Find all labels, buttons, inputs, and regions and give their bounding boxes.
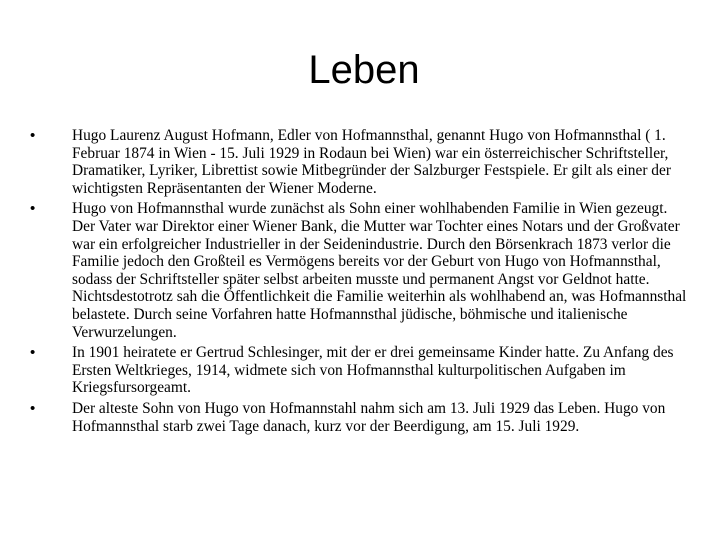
slide-title: Leben	[308, 48, 420, 92]
bullet-dot-icon: •	[30, 200, 36, 218]
bullet-text: Hugo Laurenz August Hofmann, Edler von Hofmannsthal, genannt Hugo von Hofmannsthal ( 1. Februar 1874 in Wien - 15. Juli 1929 in Rodaun bei Wien) war ein österreichischer Schriftsteller, Dramatiker, Lyriker, Librettist sowie Mitbegründer der Salzburger Festspiele. Er gilt als einer der wichtigsten Repräsentanten der Wiener Moderne.	[72, 127, 671, 197]
bullet-item-1	[30, 127, 690, 197]
bullet-text: Der alteste Sohn von Hugo von Hofmannstahl nahm sich am 13. Juli 1929 das Leben. Hugo von Hofmannsthal starb zwei Tage danach, kurz vor der Beerdigung, am 15. Juli 1929.	[72, 399, 666, 435]
bullet-dot-icon: •	[30, 399, 36, 417]
bullet-text: In 1901 heiratete er Gertrud Schlesinger, mit der er drei gemeinsame Kinder hatte. Zu Anfang des Ersten Weltkrieges, 1914, widmete sich von Hofmannsthal kulturpolitischen Aufgaben im Kriegsfursorgeamt.	[72, 344, 674, 397]
bullet-item-2	[30, 200, 690, 341]
bullet-dot-icon: •	[30, 127, 36, 144]
bullet-dot-icon: •	[30, 344, 36, 362]
bullet-list	[30, 127, 690, 438]
bullet-item-4	[30, 400, 690, 435]
bullet-text: Hugo von Hofmannsthal wurde zunächst als Sohn einer wohlhabenden Familie in Wien gezeugt. Der Vater war Direktor einer Wiener Bank, die Mutter war Tochter eines Notars und der Großvater war ein erfolgreicher Industrieller in der Seidenindustrie. Durch den Börsenkrach 1873 verlor die Familie jedoch den Großteil es Vermögens bereits vor der Geburt von Hugo von Hofmannsthal, sodass der Schriftsteller später selbst arbeiten musste und permanent Angst vor Geldnot hatte. Nichtsdestotrotz sah die Öffentlichkeit die Familie weiterhin als wohlhabend an, was Hofmannsthal belastete. Durch seine Vorfahren hatte Hofmannsthal jüdische, böhmische und italienische Verwurzelungen.	[72, 200, 687, 341]
bullet-item-3	[30, 344, 690, 397]
